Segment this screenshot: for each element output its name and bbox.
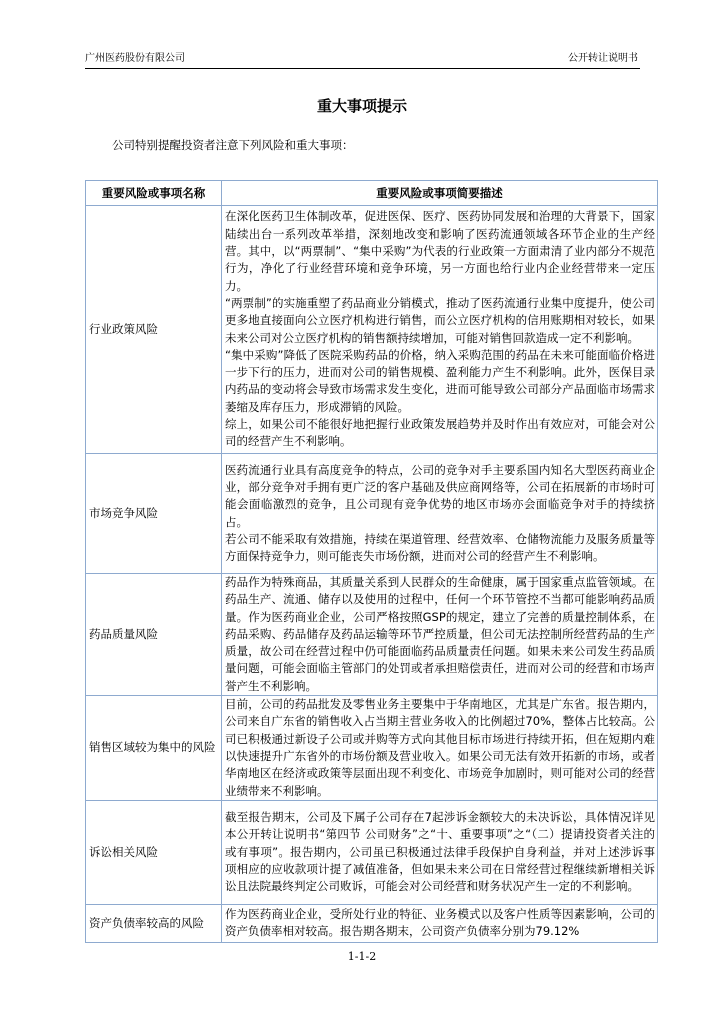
table-row xyxy=(86,904,658,942)
description-paragraph: “两票制”的实施重塑了药品商业分销模式，推动了医药流通行业集中度提升，使公司更多地直接面向公立医疗机构进行销售，而公立医疗机构的信用账期相对较长，如果未来公司对公立医疗机构的销售额持续增加，可能对销售回款造成一定不利影响。 xyxy=(225,295,655,345)
description-paragraph: 若公司不能采取有效措施，持续在渠道管理、经营效率、仓储物流能力及服务质量等方面保持竞争力，则可能丧失市场份额，进而对公司的经营产生不利影响。 xyxy=(225,531,655,564)
risk-description xyxy=(222,574,658,696)
risk-description xyxy=(222,206,658,454)
risk-name: 销售区域较为集中的风险 xyxy=(86,696,222,801)
risk-name: 行业政策风险 xyxy=(86,206,222,454)
header-doc-type: 公开转让说明书 xyxy=(568,53,638,64)
risk-description xyxy=(222,904,658,942)
table-row xyxy=(86,206,658,454)
description-paragraph: 药品作为特殊商品，其质量关系到人民群众的生命健康，属于国家重点监管领域。在药品生产、流通、储存以及使用的过程中，任何一个环节管控不当都可能影响药品质量。作为医药商业企业，公司严格按照GSP的规定，建立了完善的质量控制体系，在药品采购、药品储存及药品运输等环节严控质量，但公司无法控制所经营药品的生产质量，故公司在经营过程中仍可能面临药品质量责任问题。如果未来公司发生药品质量问题，可能会面临主管部门的处罚或者承担赔偿责任，进而对公司的经营和市场声誉产生不利影响。 xyxy=(225,575,655,693)
column-header-name: 重要风险或事项名称 xyxy=(86,181,222,206)
risk-description xyxy=(222,454,658,574)
description-paragraph: “集中采购”降低了医院采购药品的价格，纳入采购范围的药品在未来可能面临价格进一步下行的压力，进而对公司的销售规模、盈利能力产生不利影响。此外，医保目录内药品的变动将会导致市场需求发生变化，进而可能导致公司部分产品面临市场需求萎缩及库存压力，形成滞销的风险。 xyxy=(225,347,655,414)
risk-table xyxy=(85,180,658,943)
description-paragraph: 截至报告期末，公司及下属子公司存在7起涉诉金额较大的未决诉讼，具体情况详见本公开转让说明书“第四节 公司财务”之“十、重要事项”之“（二）提请投资者关注的或有事项”。报告期内，公司虽已积极通过法律手段保护自身利益，并对上述涉诉事项相应的应收款项计提了减值准备，但如果未来公司在日常经营过程继续新增相关诉讼且法院最终判定公司败诉，可能会对公司经营和财务状况产生一定的不利影响。 xyxy=(225,810,655,894)
table-row xyxy=(86,696,658,801)
risk-name: 市场竞争风险 xyxy=(86,454,222,574)
risk-name: 资产负债率较高的风险 xyxy=(86,904,222,942)
table-row xyxy=(86,800,658,904)
page-number: 1-1-2 xyxy=(347,950,377,963)
intro-text: 公司特别提醒投资者注意下列风险和重大事项： xyxy=(112,138,354,152)
page-header xyxy=(85,50,640,69)
risk-name: 诉讼相关风险 xyxy=(86,800,222,904)
table-header-row xyxy=(86,181,658,206)
risk-description xyxy=(222,800,658,904)
table-row xyxy=(86,454,658,574)
header-company: 广州医药股份有限公司 xyxy=(85,53,185,64)
description-paragraph: 作为医药商业企业，受所处行业的特征、业务模式以及客户性质等因素影响，公司的资产负债率相对较高。报告期各期末，公司资产负债率分别为79.12% xyxy=(225,907,655,939)
risk-description xyxy=(222,696,658,801)
risk-name: 药品质量风险 xyxy=(86,574,222,696)
description-paragraph: 综上，如果公司不能很好地把握行业政策发展趋势并及时作出有效应对，可能会对公司的经营产生不利影响。 xyxy=(225,416,655,449)
description-paragraph: 医药流通行业具有高度竞争的特点，公司的竞争对手主要系国内知名大型医药商业企业，部分竞争对手拥有更广泛的客户基础及供应商网络等，公司在拓展新的市场时可能会面临激烈的竞争，且公司现有竞争优势的地区市场亦会面临竞争对手的持续挤占。 xyxy=(225,462,655,529)
page-title: 重大事项提示 xyxy=(316,97,407,115)
table-row xyxy=(86,574,658,696)
description-paragraph: 在深化医药卫生体制改革，促进医保、医疗、医药协同发展和治理的大背景下，国家陆续出台一系列改革举措，深刻地改变和影响了医药流通领域各环节企业的生产经营。其中，以“两票制”、“集中采购”为代表的行业政策一方面肃清了业内部分不规范行为，净化了行业经营环境和竞争环境，另一方面也给行业内企业经营带来一定压力。 xyxy=(225,209,655,293)
column-header-description: 重要风险或事项简要描述 xyxy=(222,181,658,206)
description-paragraph: 目前，公司的药品批发及零售业务主要集中于华南地区，尤其是广东省。报告期内，公司来自广东省的销售收入占当期主营业务收入的比例超过70%，整体占比较高。公司已积极通过新设子公司或并购等方式向其他目标市场进行持续开拓，但在短期内难以快速提升广东省外的市场份额及营业收入。如果公司无法有效开拓新的市场，或者华南地区在经济或政策等层面出现不利变化、市场竞争加剧时，则可能对公司的经营业绩带来不利影响。 xyxy=(225,697,655,798)
